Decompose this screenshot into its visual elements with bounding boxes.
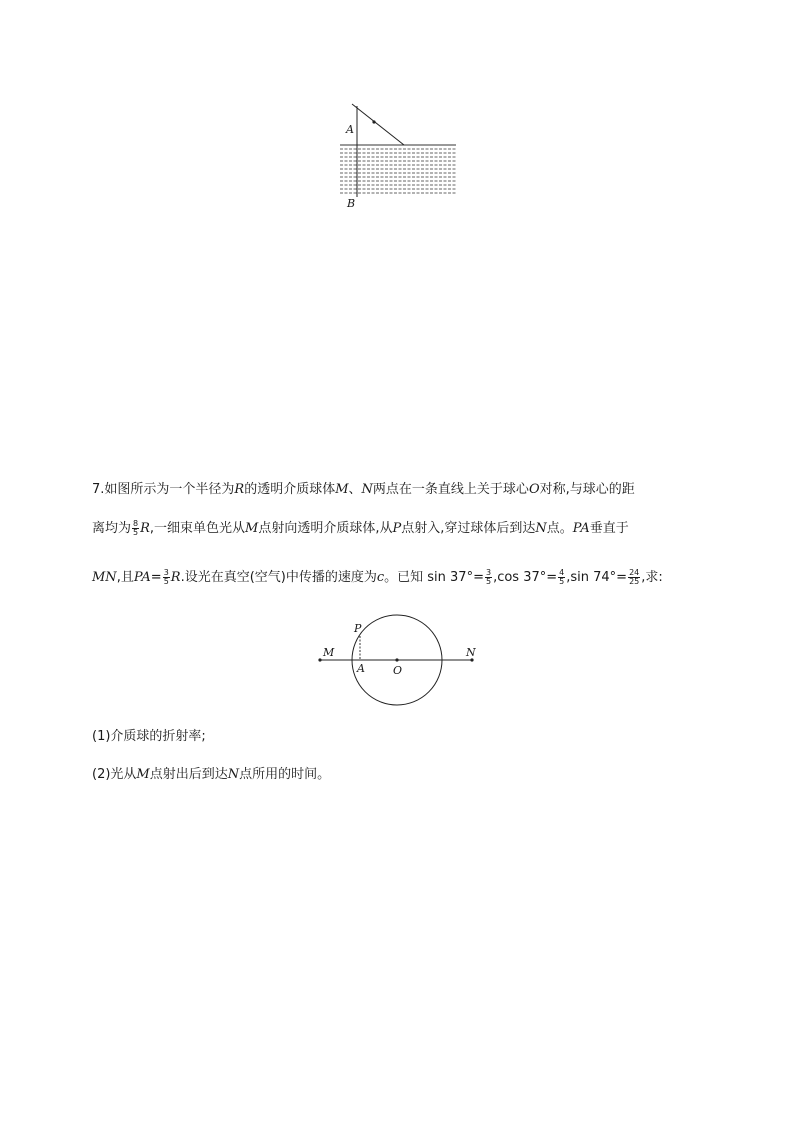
- problem-line-1: 7.如图所示为一个半径为R的透明介质球体M、N两点在一条直线上关于球心O对称,与球心的距: [92, 482, 635, 497]
- label-o: O: [393, 664, 403, 677]
- ray-arrow-dot: [372, 120, 375, 123]
- point-o: [395, 658, 398, 661]
- label-a: A: [357, 662, 365, 675]
- light-ray: [352, 104, 404, 145]
- fraction-sin37: $\frac{3}{5}$: [485, 568, 492, 586]
- fraction-sin74: $\frac{24}{25}$: [629, 568, 640, 586]
- fraction-cos37: $\frac{4}{5}$: [559, 568, 565, 586]
- figure-rod-in-liquid: [336, 100, 460, 212]
- label-a: A: [346, 123, 354, 136]
- label-b: B: [347, 197, 356, 210]
- fraction-3-5: $\frac{3}{5}$: [163, 568, 169, 586]
- figure-sphere: [312, 612, 482, 708]
- label-p: P: [354, 622, 362, 635]
- label-m: M: [323, 646, 335, 659]
- fraction-8-5: $\frac{8}{5}$: [133, 519, 139, 537]
- point-m: [318, 658, 321, 661]
- question-2: (2)光从M点射出后到达N点所用的时间。: [92, 767, 331, 782]
- label-n: N: [466, 646, 476, 659]
- problem-line-3: MN,且PA= $\frac{3}{5}$ R.设光在真空(空气)中传播的速度为c。已知 sin 37°= $\frac{3}{5}$ ,cos 37°= $\frac{4}{5}$ ,sin 74°= $\frac{24}{25}$ ,求:: [92, 568, 663, 586]
- question-1: (1)介质球的折射率;: [92, 729, 206, 744]
- problem-line-2: 离均为 $\frac{8}{5}$ R,一细束单色光从M点射向透明介质球体,从P点射入,穿过球体后到达N点。PA垂直于: [92, 519, 629, 537]
